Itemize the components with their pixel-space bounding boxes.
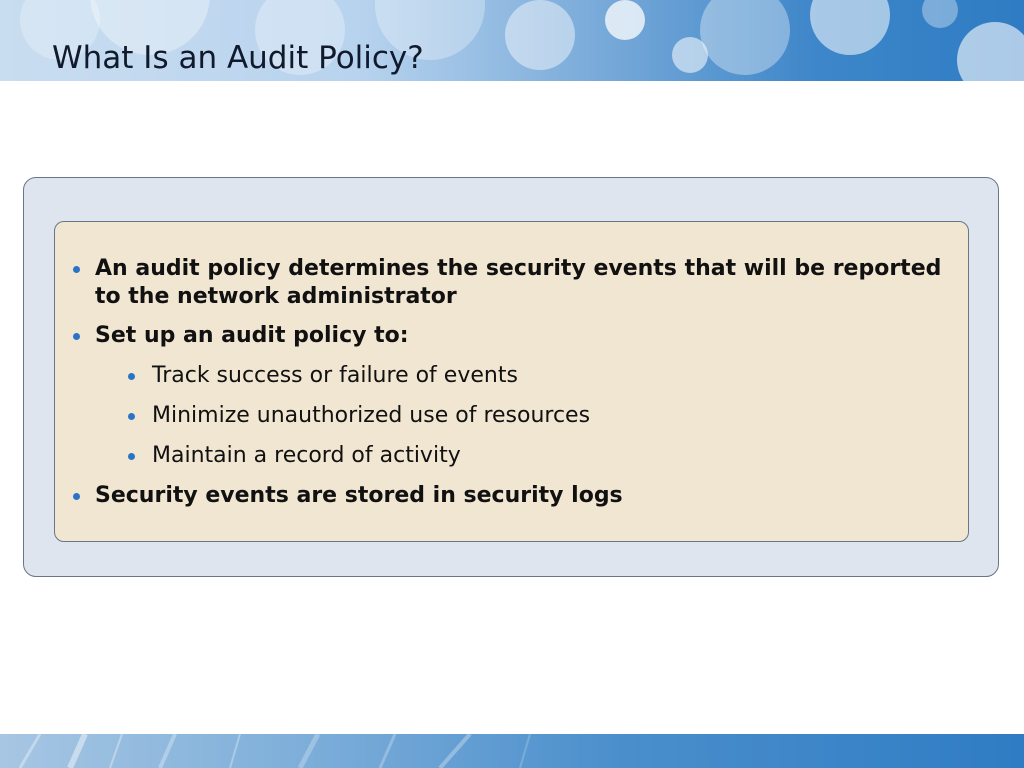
bullet-item xyxy=(95,255,945,311)
bullet-dot-icon xyxy=(128,453,135,460)
bullet-dot-icon xyxy=(73,266,80,273)
bullet-text: Minimize unauthorized use of resources xyxy=(152,403,591,428)
slide-title: What Is an Audit Policy? xyxy=(52,40,424,76)
bullet-item xyxy=(95,322,945,350)
footer-graphic xyxy=(0,734,1024,768)
bullet-dot-icon xyxy=(128,413,135,420)
sub-bullet-item xyxy=(152,362,942,390)
bullet-text: Security events are stored in security logs xyxy=(95,483,623,508)
bullet-text: An audit policy determines the security events that will be reported to the network administrator xyxy=(95,256,942,309)
bullet-dot-icon xyxy=(73,333,80,340)
footer-banner xyxy=(0,734,1024,768)
bullet-item xyxy=(95,482,945,510)
bullet-dot-icon xyxy=(128,373,135,380)
sub-bullet-item xyxy=(152,442,942,470)
bullet-text: Maintain a record of activity xyxy=(152,443,461,468)
bullet-text: Track success or failure of events xyxy=(152,363,518,388)
sub-bullet-item xyxy=(152,402,942,430)
inner-content-panel xyxy=(54,221,969,542)
bullet-text: Set up an audit policy to: xyxy=(95,323,409,348)
bullet-dot-icon xyxy=(73,493,80,500)
